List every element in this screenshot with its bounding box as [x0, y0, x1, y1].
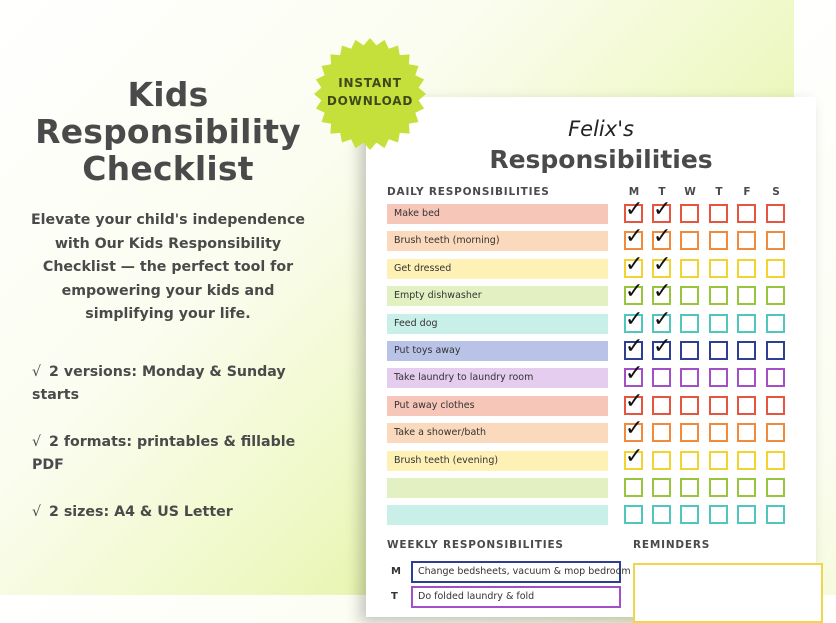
reminders-label: REMINDERS: [633, 539, 711, 551]
feature-formats: [32, 431, 322, 477]
checkmark-icon: ✓: [625, 251, 644, 277]
day-checkbox[interactable]: [652, 423, 671, 442]
day-checkbox[interactable]: [624, 334, 644, 360]
product-description: Elevate your child's independence with Our Kids Responsibility Checklist — the perfect tool for empowering your kids and simplifying your life.: [30, 212, 306, 322]
checkmark-icon: ✓: [625, 443, 644, 469]
day-checkbox[interactable]: [766, 314, 785, 333]
day-checkbox[interactable]: [709, 231, 728, 250]
feature-text: 2 versions: Monday & Sunday starts: [32, 364, 286, 403]
feature-text: 2 formats: printables & fillable PDF: [32, 434, 296, 473]
day-checkbox[interactable]: [709, 478, 728, 497]
day-checkbox[interactable]: [709, 451, 728, 470]
checkmark-icon: ✓: [625, 361, 644, 387]
task-row: [366, 361, 816, 388]
task-row: [366, 388, 816, 416]
day-checkbox[interactable]: [737, 341, 756, 360]
day-checkbox[interactable]: [624, 361, 644, 387]
badge-line-1: INSTANT: [338, 76, 402, 90]
task-row: [366, 443, 816, 471]
task-row: [366, 478, 816, 498]
weekly-task-box: Change bedsheets, vacuum & mop bedroom: [411, 561, 621, 583]
day-checkbox[interactable]: [680, 368, 699, 387]
day-checkbox[interactable]: [766, 231, 785, 250]
daily-section-label: DAILY RESPONSIBILITIES: [387, 186, 550, 198]
day-checkbox[interactable]: [709, 204, 728, 223]
day-checkbox[interactable]: [652, 451, 671, 470]
checkmark-icon: ✓: [625, 334, 644, 359]
title-line-2: Responsibility: [35, 112, 301, 151]
day-header-fri: F: [743, 186, 751, 198]
feature-sizes: [32, 501, 322, 524]
day-checkbox[interactable]: [766, 368, 785, 387]
checkmark-icon: ✓: [625, 224, 644, 250]
checkmark-icon: ✓: [653, 334, 672, 359]
day-checkbox[interactable]: [766, 396, 785, 415]
day-header-mon: M: [628, 186, 640, 198]
day-checkbox[interactable]: [652, 396, 671, 415]
day-checkbox[interactable]: [624, 197, 644, 223]
day-checkbox[interactable]: [737, 368, 756, 387]
instant-download-badge: [312, 36, 428, 152]
checkmark-icon: ✓: [653, 279, 672, 305]
day-checkbox[interactable]: [680, 451, 699, 470]
day-checkbox[interactable]: [624, 505, 643, 524]
day-header-thu: T: [715, 186, 723, 198]
day-checkbox[interactable]: [624, 478, 643, 497]
day-checkbox[interactable]: [680, 396, 699, 415]
day-checkbox[interactable]: [766, 286, 785, 305]
task-label[interactable]: Make bed: [387, 204, 608, 224]
day-checkbox[interactable]: [624, 416, 644, 442]
day-checkbox[interactable]: [709, 368, 728, 387]
weekly-day-letter: T: [391, 591, 398, 602]
day-checkbox[interactable]: [652, 197, 672, 223]
task-label[interactable]: Take laundry to laundry room: [387, 368, 608, 388]
day-header-sat: S: [772, 186, 780, 198]
day-header-tue: T: [658, 186, 666, 198]
feature-text: 2 sizes: A4 & US Letter: [49, 504, 233, 520]
day-checkbox[interactable]: [680, 204, 699, 223]
checkmark-icon: ✓: [625, 279, 644, 305]
feature-versions: [32, 361, 322, 407]
task-row: [366, 197, 816, 224]
badge-text: [312, 74, 428, 110]
day-checkbox[interactable]: [766, 204, 785, 223]
day-checkbox[interactable]: [652, 251, 672, 278]
day-checkbox[interactable]: [624, 251, 644, 278]
day-checkbox[interactable]: [709, 286, 728, 305]
day-checkbox[interactable]: [680, 505, 699, 524]
task-row: [366, 334, 816, 361]
day-checkbox[interactable]: [624, 279, 644, 305]
checkmark-icon: ✓: [625, 388, 644, 414]
checkmark-icon: ✓: [653, 197, 672, 222]
task-label[interactable]: [387, 478, 608, 498]
task-row: [366, 306, 816, 334]
title-line-3: Checklist: [82, 149, 254, 188]
day-checkbox[interactable]: [709, 341, 728, 360]
day-checkbox[interactable]: [766, 505, 785, 524]
sheet-title: Responsibilities: [489, 145, 713, 174]
day-checkbox[interactable]: [680, 478, 699, 497]
title-line-1: Kids: [127, 75, 209, 114]
day-checkbox[interactable]: [652, 478, 671, 497]
day-checkbox[interactable]: [624, 306, 644, 333]
check-icon: √: [32, 434, 42, 450]
day-checkbox[interactable]: [652, 279, 672, 305]
checklist-sheet: [366, 97, 816, 617]
day-checkbox[interactable]: [737, 259, 756, 278]
day-header-wed: W: [684, 186, 696, 198]
task-row: [366, 416, 816, 443]
day-checkbox[interactable]: [652, 334, 672, 360]
day-checkbox[interactable]: [624, 443, 644, 470]
day-checkbox[interactable]: [737, 423, 756, 442]
day-checkbox[interactable]: [709, 505, 728, 524]
check-icon: √: [32, 364, 42, 380]
task-label[interactable]: Take a shower/bath: [387, 423, 608, 443]
day-checkbox[interactable]: [680, 423, 699, 442]
day-checkbox[interactable]: [652, 368, 671, 387]
task-row: [366, 279, 816, 306]
day-checkbox[interactable]: [652, 306, 672, 333]
day-checkbox[interactable]: [680, 286, 699, 305]
day-checkbox[interactable]: [680, 341, 699, 360]
task-label[interactable]: Put away clothes: [387, 396, 608, 416]
day-checkbox[interactable]: [737, 451, 756, 470]
day-checkbox[interactable]: [737, 505, 756, 524]
day-checkbox[interactable]: [652, 505, 671, 524]
day-checkbox[interactable]: [737, 204, 756, 223]
day-checkbox[interactable]: [737, 314, 756, 333]
day-checkbox[interactable]: [737, 286, 756, 305]
product-title: [0, 76, 336, 187]
task-label[interactable]: Brush teeth (morning): [387, 231, 608, 251]
weekly-section-label: WEEKLY RESPONSIBILITIES: [387, 539, 564, 551]
day-checkbox[interactable]: [709, 259, 728, 278]
task-row: [366, 224, 816, 251]
task-label[interactable]: Brush teeth (evening): [387, 451, 608, 471]
task-label[interactable]: [387, 505, 608, 525]
day-checkbox[interactable]: [709, 423, 728, 442]
day-checkbox[interactable]: [766, 451, 785, 470]
day-checkbox[interactable]: [737, 231, 756, 250]
day-checkbox[interactable]: [652, 224, 672, 250]
day-checkbox[interactable]: [680, 231, 699, 250]
day-checkbox[interactable]: [766, 259, 785, 278]
checkmark-icon: ✓: [625, 197, 644, 222]
badge-line-2: DOWNLOAD: [326, 94, 414, 108]
day-checkbox[interactable]: [737, 396, 756, 415]
checkmark-icon: ✓: [625, 306, 644, 332]
day-checkbox[interactable]: [709, 314, 728, 333]
task-row: [366, 251, 816, 279]
task-label[interactable]: Put toys away: [387, 341, 608, 361]
promo-panel: [0, 0, 345, 595]
day-checkbox[interactable]: [766, 341, 785, 360]
check-icon: √: [32, 504, 42, 520]
checkmark-icon: ✓: [653, 251, 672, 277]
checkmark-icon: ✓: [625, 416, 644, 442]
child-name: Felix's: [568, 117, 634, 141]
weekly-task-box: Do folded laundry & fold: [411, 586, 621, 608]
task-row: [366, 505, 816, 525]
day-checkbox[interactable]: [766, 478, 785, 497]
task-label[interactable]: Empty dishwasher: [387, 286, 608, 306]
day-checkbox[interactable]: [624, 388, 644, 415]
weekly-day-letter: M: [391, 566, 401, 577]
day-checkbox[interactable]: [680, 259, 699, 278]
checkmark-icon: ✓: [653, 224, 672, 250]
day-checkbox[interactable]: [624, 224, 644, 250]
task-label[interactable]: Feed dog: [387, 314, 608, 334]
day-checkbox[interactable]: [766, 423, 785, 442]
day-checkbox[interactable]: [709, 396, 728, 415]
reminders-box: [633, 563, 823, 623]
day-checkbox[interactable]: [737, 478, 756, 497]
checkmark-icon: ✓: [653, 306, 672, 332]
day-checkbox[interactable]: [680, 314, 699, 333]
task-label[interactable]: Get dressed: [387, 259, 608, 279]
